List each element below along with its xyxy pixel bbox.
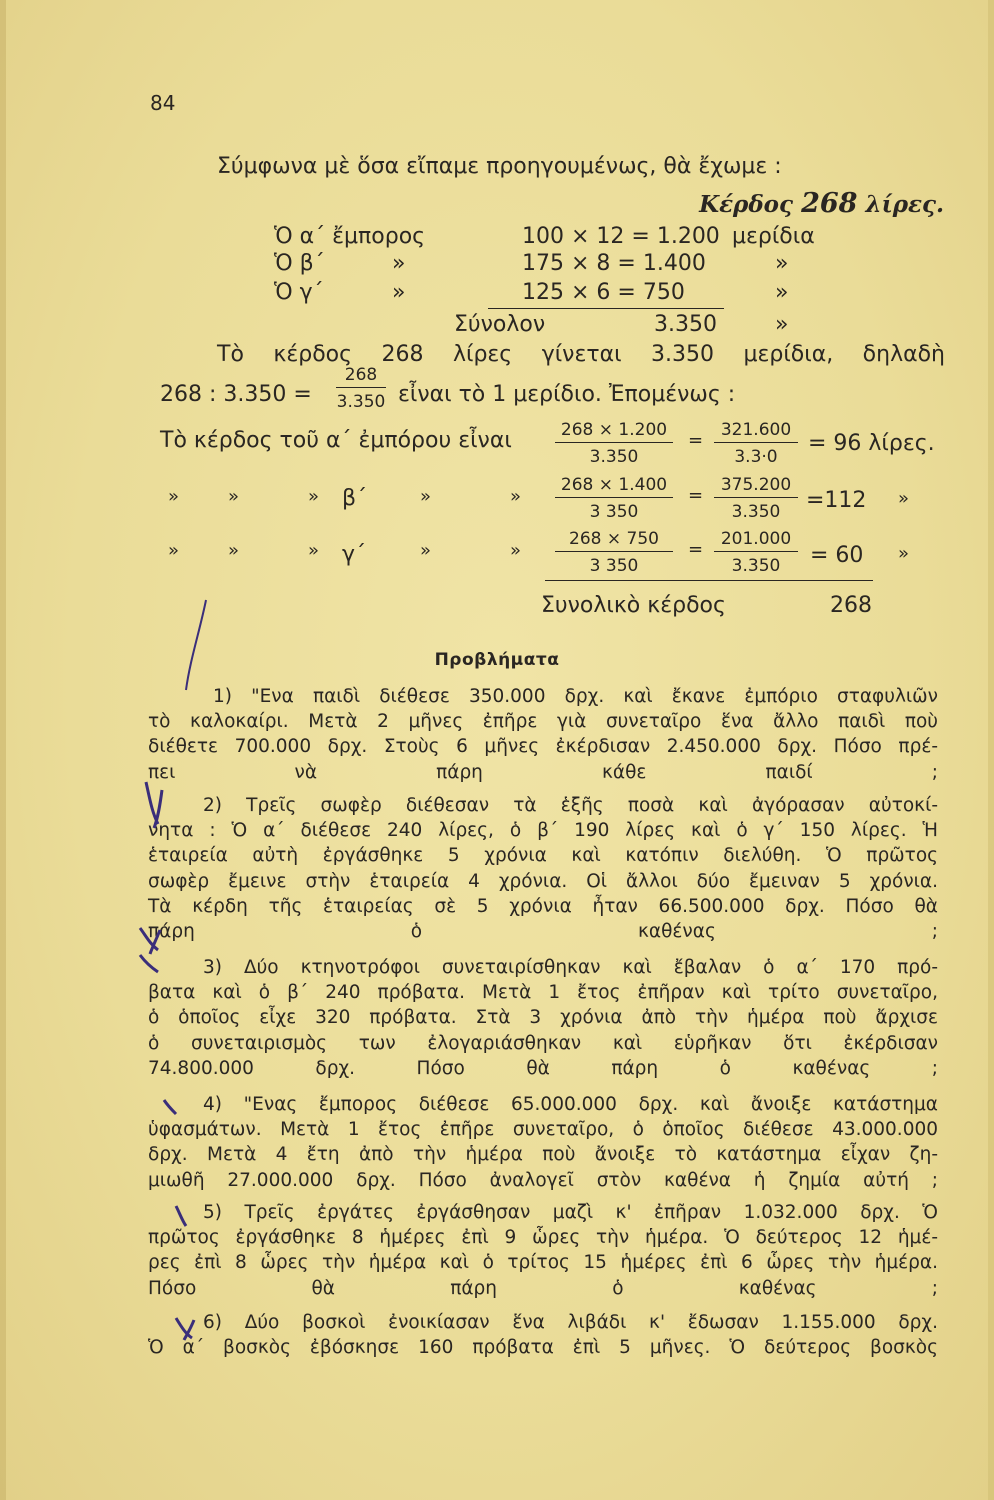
problem-line: Τὰ κέρδη τῆς ἑταιρείας σὲ 5 χρόνια ἦταν 66.500.000 δρχ. Πόσο θὰ bbox=[148, 895, 938, 917]
sum-value: 3.350 bbox=[654, 312, 717, 337]
sum-unit: » bbox=[775, 312, 789, 337]
problem-line: 3) Δύο κτηνοτρόφοι συνεταιρίσθηκαν καὶ ἔβαλαν ὁ α΄ 170 πρό- bbox=[203, 957, 938, 978]
statement-frac-denominator: 3.350 bbox=[336, 392, 386, 412]
share-b-ditto2: » bbox=[228, 486, 240, 507]
merchant-b-ditto: » bbox=[392, 251, 406, 276]
share-a-num2: 321.600 bbox=[720, 420, 792, 440]
problem-line: ὑφασμάτων. Μετὰ 1 ἔτος ἐπῆρε συνεταῖρο, ὁ ὁποῖος διέθεσε 43.000.000 bbox=[148, 1119, 938, 1141]
share-c-eq: = bbox=[688, 539, 704, 560]
share-a-eq: = bbox=[688, 430, 704, 451]
problem-line: σωφὲρ ἔμεινε στὴν ἑταιρεία 4 χρόνια. Οἱ ἄλλοι δύο ἔμειναν 5 χρόνια. bbox=[148, 870, 938, 892]
share-b-ditto3: » bbox=[308, 486, 320, 507]
problem-line: 4) "Ενας ἔμπορος διέθεσε 65.000.000 δρχ. καὶ ἄνοιξε κατάστημα bbox=[203, 1094, 938, 1115]
share-c-ditto1: » bbox=[168, 540, 180, 561]
merchant-a-unit: μερίδια bbox=[732, 224, 815, 249]
share-b-result: =112 bbox=[806, 488, 867, 513]
share-c-num1: 268 × 750 bbox=[569, 529, 659, 549]
share-b-num1: 268 × 1.400 bbox=[560, 475, 668, 495]
page-number: 84 bbox=[150, 91, 176, 115]
profit-unit: λίρες. bbox=[865, 191, 944, 218]
merchant-b-name: Ὁ β΄ bbox=[274, 251, 325, 276]
statement-continuation: εἶναι τὸ 1 μερίδιο. Ἐπομένως : bbox=[398, 382, 736, 407]
statement-frac-numerator: 268 bbox=[344, 365, 378, 385]
intro-sentence: Σύμφωνα μὲ ὅσα εἴπαμε προηγουμένως, θὰ ἔχωμε : bbox=[217, 154, 782, 179]
share-b-unit: » bbox=[898, 488, 910, 509]
share-c-unit: » bbox=[898, 543, 910, 564]
check-mark-6 bbox=[176, 1318, 194, 1340]
problems-heading: Προβλήματα bbox=[434, 650, 560, 670]
merchant-c-expr: 125 × 6 = 750 bbox=[522, 280, 685, 305]
check-mark-4 bbox=[164, 1100, 176, 1114]
share-c-ditto4: » bbox=[420, 540, 432, 561]
share-b-ditto5: » bbox=[510, 486, 522, 507]
share-c-result: = 60 bbox=[810, 543, 864, 568]
pencil-stroke-mark bbox=[186, 600, 206, 690]
share-b-ditto4: » bbox=[420, 486, 432, 507]
share-b-den2: 3.350 bbox=[731, 502, 781, 522]
statement-expr: 268 : 3.350 = bbox=[160, 382, 312, 407]
check-mark-5 bbox=[176, 1206, 186, 1226]
merchant-a-name: Ὁ α΄ ἔμπορος bbox=[274, 224, 426, 249]
problem-line: 74.800.000 δρχ. Πόσο θὰ πάρη ὁ καθένας ; bbox=[148, 1057, 938, 1079]
problem-line: ὁ συνεταιρισμὸς των ἐλογαριάσθηκαν καὶ εὑρῆκαν ὅτι ἐκέρδισαν bbox=[148, 1032, 938, 1054]
problem-line: μιωθῆ 27.000.000 δρχ. Πόσο ἀναλογεῖ στὸν καθένα ἡ ζημία αὐτή ; bbox=[148, 1169, 938, 1191]
problem-line: ἑταιρεία αὐτὴ ἐργάσθηκε 5 χρόνια καὶ κατόπιν διελύθη. Ὁ πρῶτος bbox=[148, 845, 938, 867]
share-b-eq: = bbox=[688, 485, 704, 506]
problem-line: τὸ καλοκαίρι. Μετὰ 2 μῆνες ἐπῆρε γιὰ συνεταῖρο ἕνα ἄλλο παιδὶ ποὺ bbox=[148, 711, 938, 733]
share-a-den1: 3.350 bbox=[589, 447, 639, 467]
share-c-num2: 201.000 bbox=[720, 529, 792, 549]
merchant-a-expr: 100 × 12 = 1.200 bbox=[522, 224, 720, 249]
check-mark-3 bbox=[140, 955, 158, 972]
problem-line: δρχ. Μετὰ 4 ἔτη ἀπὸ τὴν ἡμέρα ποὺ ἄνοιξε τὸ κατάστημα εἶχαν ζη- bbox=[148, 1144, 938, 1166]
share-b-num2: 375.200 bbox=[720, 475, 792, 495]
share-a-num1: 268 × 1.200 bbox=[560, 420, 668, 440]
merchant-c-unit: » bbox=[775, 280, 789, 305]
total-label: Συνολικὸ κέρδος bbox=[541, 593, 726, 618]
share-c-den2: 3.350 bbox=[731, 556, 781, 576]
problem-line: ρες ἐπὶ 8 ὧρες τὴν ἡμέρα καὶ ὁ τρίτος 15 ἡμέρες ἐπὶ 6 ὧρες τὴν ἡμέρα. bbox=[148, 1252, 938, 1274]
problem-line: νητα : Ὁ α΄ διέθεσε 240 λίρες, ὁ β΄ 190 λίρες καὶ ὁ γ΄ 150 λίρες. Ἡ bbox=[148, 820, 938, 842]
share-a-den2: 3.3·0 bbox=[734, 447, 778, 467]
statement-line: Τὸ κέρδος 268 λίρες γίνεται 3.350 μερίδια, δηλαδὴ bbox=[217, 342, 945, 367]
merchant-b-expr: 175 × 8 = 1.400 bbox=[522, 251, 706, 276]
problem-line: Πόσο θὰ πάρη ὁ καθένας ; bbox=[148, 1277, 938, 1299]
merchant-c-name: Ὁ γ΄ bbox=[274, 280, 324, 305]
profit-label: Κέρδος bbox=[699, 191, 794, 218]
problem-line: ὁ ὁποῖος εἶχε 320 πρόβατα. Στὰ 3 χρόνια ἀπὸ τὴν ἡμέρα ποὺ ἄρχισε bbox=[148, 1007, 938, 1029]
problem-line: 1) "Ενα παιδὶ διέθεσε 350.000 δρχ. καὶ ἔκανε ἐμπόριο σταφυλιῶν bbox=[213, 686, 938, 707]
sum-label: Σύνολον bbox=[454, 312, 546, 337]
merchant-b-unit: » bbox=[775, 251, 789, 276]
problem-line: 5) Τρεῖς ἐργάτες ἐργάσθησαν μαζὶ κ' ἐπῆραν 1.032.000 δρχ. Ὁ bbox=[203, 1202, 938, 1223]
problem-line: 6) Δύο βοσκοὶ ἐνοικίασαν ἕνα λιβάδι κ' ἔδωσαν 1.155.000 δρχ. bbox=[203, 1312, 938, 1333]
share-b-ditto1: » bbox=[168, 486, 180, 507]
share-c-label: γ΄ bbox=[342, 542, 367, 567]
share-lead: Τὸ κέρδος τοῦ α΄ ἐμπόρου εἶναι bbox=[160, 428, 512, 453]
merchant-c-ditto: » bbox=[392, 280, 406, 305]
share-c-ditto3: » bbox=[308, 540, 320, 561]
problem-line: βατα καὶ ὁ β΄ 240 πρόβατα. Μετὰ 1 ἔτος ἐπῆραν καὶ τρίτο συνεταῖρο, bbox=[148, 982, 938, 1004]
share-a-result: = 96 λίρες. bbox=[808, 431, 935, 456]
problem-line: Ὁ α΄ βοσκὸς ἐβόσκησε 160 πρόβατα ἐπὶ 5 μῆνες. Ὁ δεύτερος βοσκὸς bbox=[148, 1337, 938, 1359]
profit-number: 268 bbox=[801, 188, 858, 219]
problem-line: διέθετε 700.000 δρχ. Στοὺς 6 μῆνες ἐκέρδισαν 2.450.000 δρχ. Πόσο πρέ- bbox=[148, 736, 938, 758]
problem-line: 2) Τρεῖς σωφὲρ διέθεσαν τὰ ἑξῆς ποσὰ καὶ ἀγόρασαν αὐτοκί- bbox=[203, 795, 938, 816]
share-c-ditto2: » bbox=[228, 540, 240, 561]
share-b-den1: 3 350 bbox=[589, 502, 639, 522]
problem-line: πει νὰ πάρη κάθε παιδί ; bbox=[148, 761, 938, 783]
total-value: 268 bbox=[830, 593, 872, 618]
problem-line: πάρη ὁ καθένας ; bbox=[148, 921, 938, 943]
check-mark-2b bbox=[140, 928, 160, 954]
share-b-label: β΄ bbox=[342, 486, 368, 511]
problem-line: πρῶτος ἐργάσθηκε 8 ἡμέρες ἐπὶ 9 ὧρες τὴν ἡμέρα. Ὁ δεύτερος 12 ἡμέ- bbox=[148, 1227, 938, 1249]
share-c-ditto5: » bbox=[510, 540, 522, 561]
check-mark-2 bbox=[146, 782, 162, 828]
share-c-den1: 3 350 bbox=[589, 556, 639, 576]
